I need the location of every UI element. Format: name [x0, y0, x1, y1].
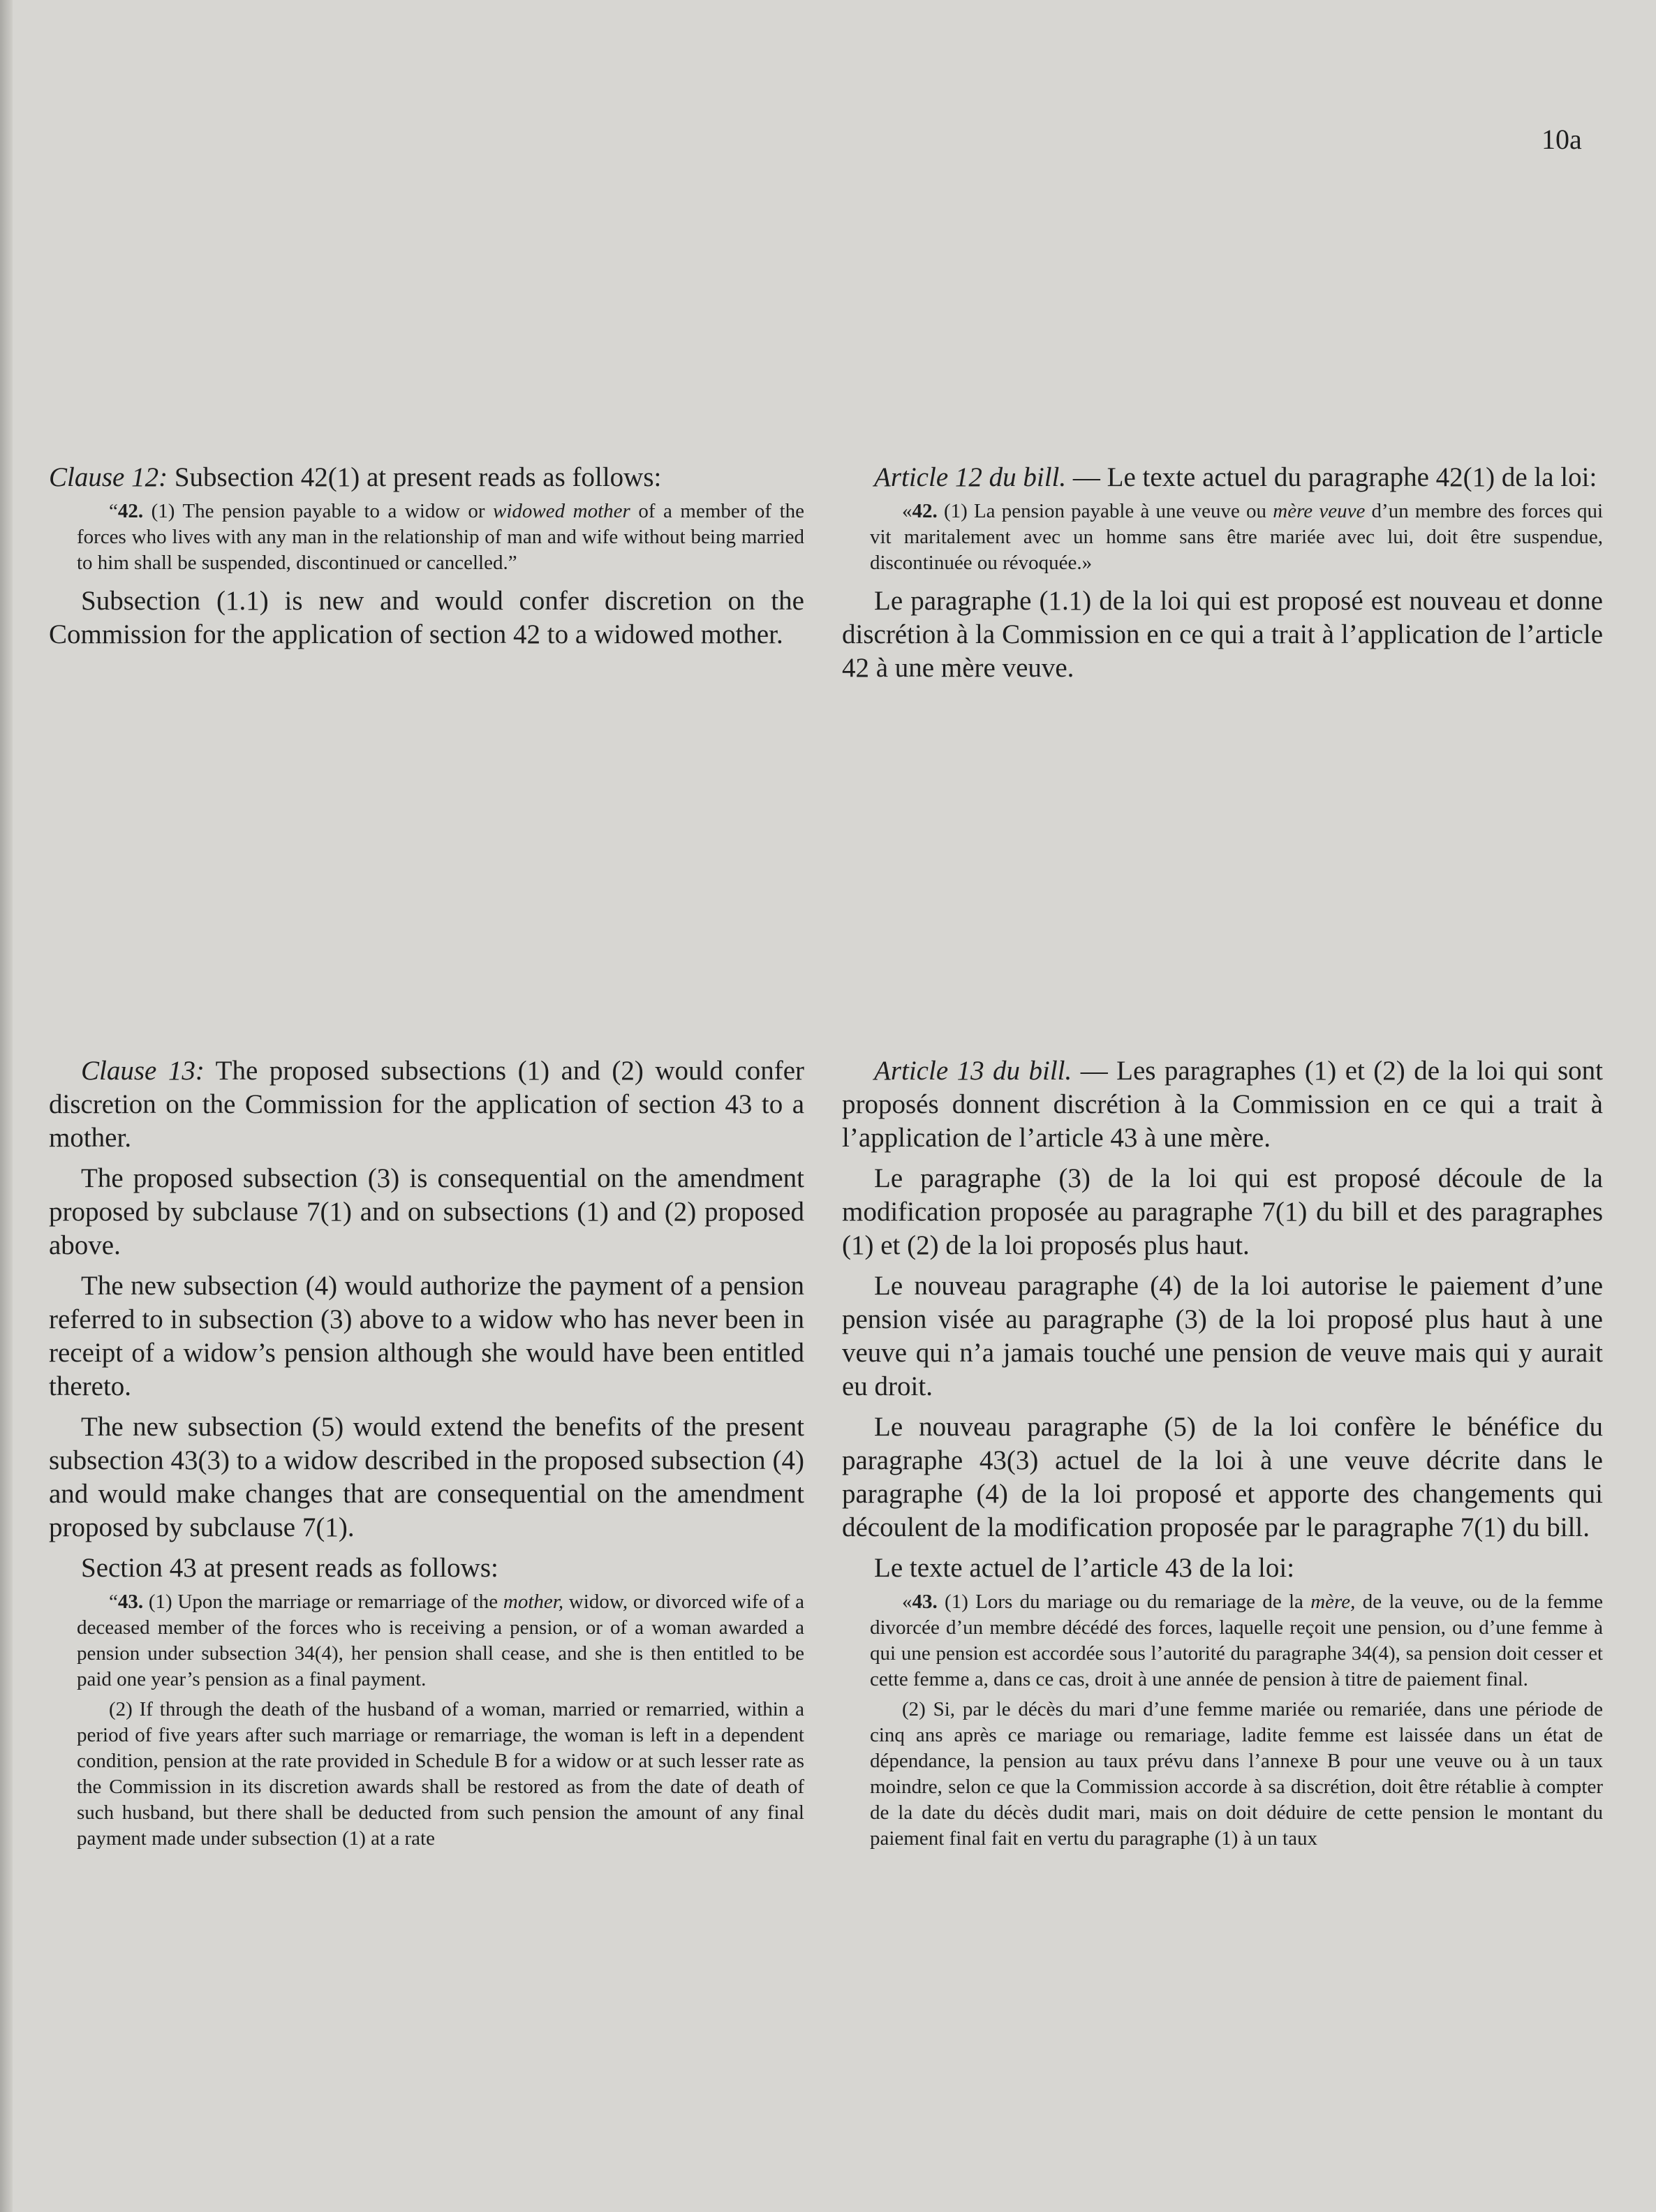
- clause-12-heading: Clause 12:: [49, 462, 168, 492]
- section-42-quote: [77, 499, 804, 576]
- quote-text: (1) Upon the marriage or remarriage of the: [148, 1591, 498, 1613]
- clause-13-note: [49, 1054, 804, 1852]
- page-number: 10a: [1542, 124, 1582, 155]
- clause-12-paragraph: Subsection (1.1) is new and would confer discretion on the Commission for the application of section 42 to a widowed mother.: [49, 586, 804, 649]
- clause-13-paragraph: The proposed subsection (3) is consequential on the amendment proposed by subclause 7(1) and on subsections (1) and (2) proposed above.: [49, 1163, 804, 1260]
- clause-13-heading-line: [49, 1054, 804, 1155]
- article-13-heading: Article 13 du bill.: [874, 1056, 1072, 1086]
- clause-13-intro: The proposed subsections (1) and (2) would confer discretion on the Commission for the application of section 43 to a mother.: [49, 1056, 805, 1153]
- article-13-paragraph: Le nouveau paragraphe (5) de la loi confère le bénéfice du paragraphe 43(3) actuel de la loi à une veuve décrite dans le paragraphe (4) de la loi proposé et apporte des changements qui découlent de la modification proposée par le paragraphe 7(1) du bill.: [842, 1412, 1603, 1542]
- quote-mark: «: [902, 1591, 912, 1613]
- article-12-heading-line: [842, 461, 1603, 494]
- quote-text: (1) Lors du mariage ou du remariage de la: [945, 1591, 1303, 1613]
- page-binding-edge: [0, 0, 13, 2212]
- article-12-heading: Article 12 du bill.: [874, 462, 1067, 492]
- clause-13-heading: Clause 13:: [81, 1056, 205, 1086]
- quote-italic-text: mère,: [1310, 1591, 1356, 1613]
- article-13-note: [842, 1054, 1603, 1852]
- clause-12-heading-line: [49, 461, 804, 494]
- section-number: 43.: [912, 1591, 938, 1613]
- section-43-2-quote: (2) If through the death of the husband of a woman, married or remarried, within a period of five years after such marriage or remarriage, the woman is left in a dependent condition, pension at the rate provided in Schedule B for a widow or at such lesser rate as the Commission in its discretion awards shall be restored as from the date of death of such husband, but there shall be deducted from such pension the amount of any final payment made under subsection (1) at a rate: [77, 1698, 804, 1850]
- article-42-quote: [870, 499, 1603, 576]
- section-number: 42.: [117, 500, 144, 522]
- section-number: 42.: [912, 500, 938, 522]
- article-13-paragraph: Le nouveau paragraphe (4) de la loi autorise le paiement d’une pension visée au paragraphe (3) de la loi proposé plus haut à une veuve qui n’a jamais touché une pension de veuve mais qui y aurait eu droit.: [842, 1271, 1603, 1401]
- section-number: 43.: [117, 1591, 144, 1613]
- article-13-paragraph: Le texte actuel de l’article 43 de la loi:: [874, 1553, 1295, 1583]
- quote-text: (1) The pension payable to a widow or: [151, 500, 485, 522]
- article-12-intro: — Le texte actuel du paragraphe 42(1) de la loi:: [1072, 462, 1597, 492]
- quote-text: d’un membre des forces qui vit maritalement avec un homme sans être mariée avec lui, doit être suspendue, discontinuée ou révoquée.»: [870, 500, 1604, 574]
- quote-italic-text: mother,: [503, 1591, 564, 1613]
- article-12-paragraph: Le paragraphe (1.1) de la loi qui est proposé est nouveau et donne discrétion à la Commission en ce qui a trait à l’application de l’article 42 à une mère veuve.: [842, 586, 1603, 683]
- clause-12-intro: Subsection 42(1) at present reads as follows:: [174, 462, 662, 492]
- clause-12-note: [49, 461, 804, 651]
- quote-text: widow, or divorced wife of a deceased member of the forces who is receiving a pension, or of a woman awarded a pension under subsection 34(4), her pension shall cease, and she is then entitled to be paid one year’s pension as a final payment.: [77, 1591, 805, 1690]
- quote-mark: «: [902, 500, 912, 522]
- article-13-paragraph: Le paragraphe (3) de la loi qui est proposé découle de la modification proposée au paragraphe 7(1) du bill et des paragraphes (1) et (2) de la loi proposés plus haut.: [842, 1163, 1603, 1260]
- quote-text: of a member of the forces who lives with any man in the relationship of man and wife without being married to him shall be suspended, discontinued or cancelled.”: [77, 500, 805, 574]
- quote-mark: “: [109, 500, 118, 522]
- article-43-2-quote: (2) Si, par le décès du mari d’une femme mariée ou remariée, dans une période de cinq ans après ce mariage ou remariage, ladite femme est laissée dans un état de dépendance, la pension au taux prévu dans l’annexe B pour une veuve ou à un taux moindre, selon ce que la Commission accorde à sa discrétion, doit être rétablie à compter de la date du décès dudit mari, mais on doit déduire de cette pension le montant du paiement final fait en vertu du paragraphe (1) à un taux: [870, 1698, 1603, 1850]
- article-13-heading-line: [842, 1054, 1603, 1155]
- quote-italic-text: widowed mother: [493, 500, 630, 522]
- quote-italic-text: mère veuve: [1273, 500, 1366, 522]
- clause-13-paragraph: The new subsection (5) would extend the benefits of the present subsection 43(3) to a widow described in the proposed subsection (4) and would make changes that are consequential on the amendment proposed by subclause 7(1).: [49, 1412, 804, 1542]
- quote-text: de la veuve, ou de la femme divorcée d’un membre décédé des forces, laquelle reçoit une pension, ou d’une femme à qui une pension est accordée sous l’autorité du paragraphe 34(4), sa pension doit cesser et cette femme a, dans ce cas, droit à une année de pension à titre de paiement final.: [870, 1591, 1604, 1690]
- quote-mark: “: [109, 1591, 118, 1613]
- clause-13-paragraph: Section 43 at present reads as follows:: [81, 1553, 498, 1583]
- article-13-intro: — Les paragraphes (1) et (2) de la loi qui sont proposés donnent discrétion à la Commission en ce qui a trait à l’application de l’article 43 à une mère.: [842, 1056, 1603, 1153]
- section-43-1-quote: [77, 1589, 804, 1693]
- article-43-1-quote: [870, 1589, 1603, 1693]
- article-12-note: [842, 461, 1603, 685]
- clause-13-paragraph: The new subsection (4) would authorize the payment of a pension referred to in subsection (3) above to a widow who has never been in receipt of a widow’s pension although she would have been entitled thereto.: [49, 1271, 804, 1401]
- quote-text: (1) La pension payable à une veuve ou: [943, 500, 1267, 522]
